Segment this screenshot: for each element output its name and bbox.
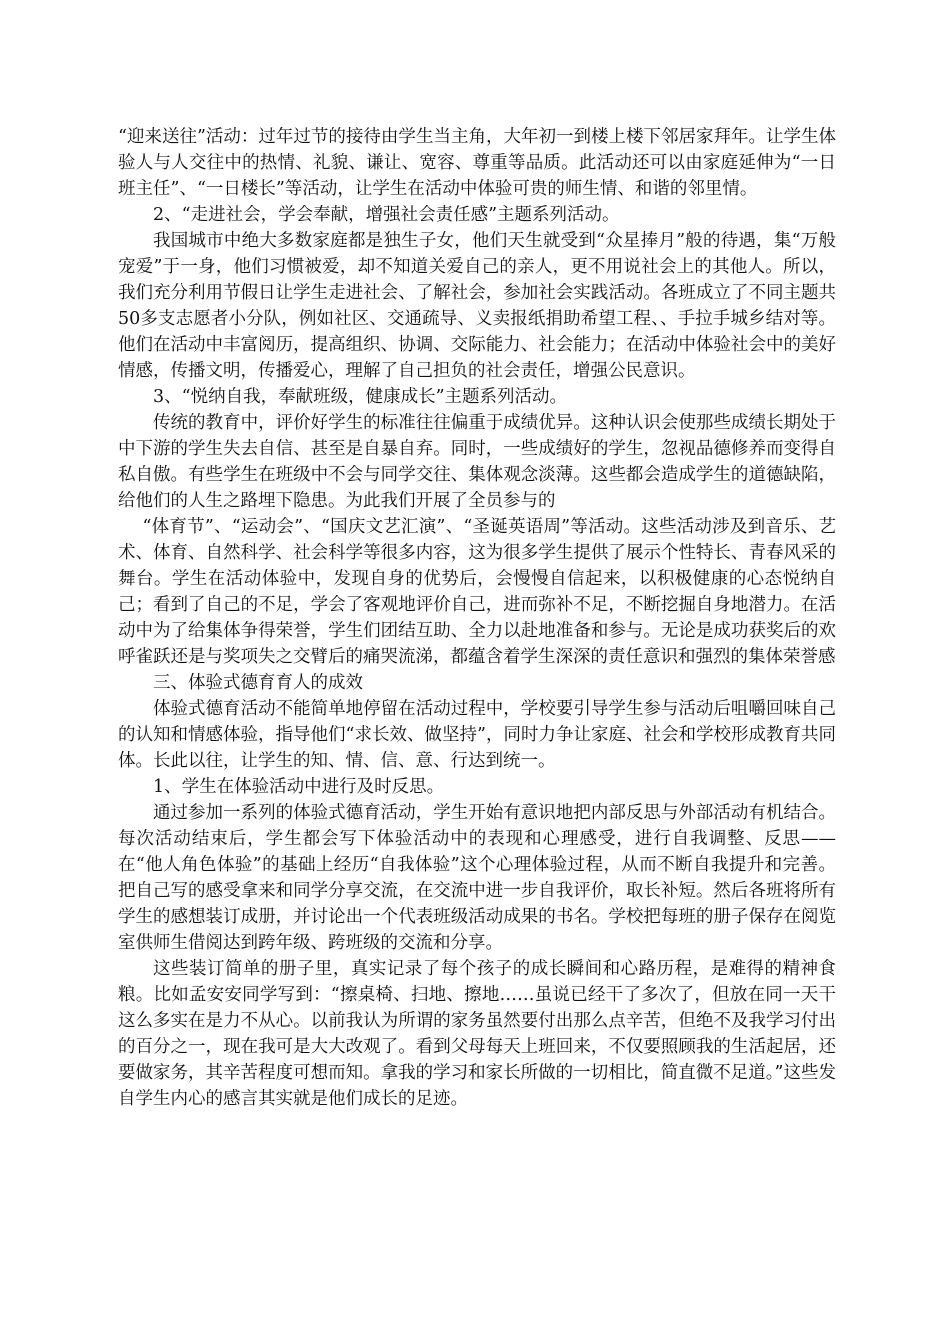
paragraph-reflection: 通过参加一系列的体验式德育活动，学生开始有意识地把内部反思与外部活动有机结合。每次活动结束后，学生都会写下体验活动中的表现和心理感受，进行自我调整、反思——在“他人角色体验”的基础上经历“自我体验”这个心理体验过程，从而不断自我提升和完善。把自己写的感受拿来和同学分享交流，在交流中进一步自我评价，取长补短。然后各班将所有学生的感想装订成册，并讨论出一个代表班级活动成果的书名。学校把每班的册子保存在阅览室供师生借阅达到跨年级、跨班级的交流和分享。	[118, 803, 836, 953]
heading-reflection: 1、学生在体验活动中进行及时反思。	[153, 777, 445, 797]
document-body	[118, 124, 836, 1112]
paragraph-visiting-activity: “迎来送往”活动：过年过节的接待由学生当主角，大年初一到楼上楼下邻居家拜年。让学生体验人与人交往中的热情、礼貌、谦让、宽容、尊重等品质。此活动还可以由家庭延伸为“一日班主任”、“一日楼长”等活动，让学生在活动中体验可贵的师生情、和谐的邻里情。	[118, 127, 836, 199]
paragraph-booklets: 这些装订简单的册子里，真实记录了每个孩子的成长瞬间和心路历程，是难得的精神食粮。比如孟安安同学写到：“擦桌椅、扫地、擦地……虽说已经干了多次了，但放在同一天干这么多实在是力不从心。以前我认为所谓的家务虽然要付出那么点辛苦，但绝不及我学习付出的百分之一，现在我可是大大改观了。看到父母每天上班回来，不仅要照顾我的生活起居，还要做家务，其辛苦程度可想而知。拿我的学习和家长所做的一切相比，简直微不足道。”这些发自学生内心的感言其实就是他们成长的足迹。	[118, 959, 836, 1109]
paragraph-traditional-education: 传统的教育中，评价好学生的标准往往偏重于成绩优异。这种认识会使那些成绩长期处于中下游的学生失去自信、甚至是自暴自弃。同时，一些成绩好的学生，忽视品德修养而变得自私自傲。有些学生在班级中不会与同学交往、集体观念淡薄。这些都会造成学生的道德缺陷，给他们的人生之路埋下隐患。为此我们开展了全员参与的	[118, 413, 836, 511]
heading-society-activity: 2、“走进社会，学会奉献，增强社会责任感”主题系列活动。	[153, 205, 620, 225]
section-heading-results: 三、体验式德育育人的成效	[153, 673, 363, 693]
paragraph-experiential-education: 体验式德育活动不能简单地停留在活动过程中，学校要引导学生参与活动后咀嚼回味自己的认知和情感体验，指导他们“求长效、做坚持”，同时力争让家庭、社会和学校形成教育共同体。长此以往，让学生的知、情、信、意、行达到统一。	[118, 699, 836, 771]
paragraph-sports-festival: “体育节”、“运动会”、“国庆文艺汇演”、“圣诞英语周”等活动。这些活动涉及到音乐、艺术、体育、自然科学、社会科学等很多内容，这为很多学生提供了展示个性特长、青春风采的舞台。学生在活动体验中，发现自身的优势后，会慢慢自信起来，以积极健康的心态悦纳自己；看到了自己的不足，学会了客观地评价自己，进而弥补不足，不断挖掘自身地潜力。在活动中为了给集体争得荣誉，学生们团结互助、全力以赴地准备和参与。无论是成功获奖后的欢呼雀跃还是与奖项失之交臂后的痛哭流涕，都蕴含着学生深深的责任意识和强烈的集体荣誉感	[118, 517, 836, 667]
paragraph-society: 我国城市中绝大多数家庭都是独生子女，他们天生就受到“众星捧月”般的待遇，集“万般宠爱”于一身，他们习惯被爱，却不知道关爱自己的亲人，更不用说社会上的其他人。所以，我们充分利用节假日让学生走进社会、了解社会，参加社会实践活动。各班成立了不同主题共50多支志愿者小分队，例如社区、交通疏导、义卖报纸捐助希望工程、、手拉手城乡结对等。他们在活动中丰富阅历，提高组织、协调、交际能力、社会能力；在活动中体验社会中的美好情感，传播文明，传播爱心，理解了自己担负的社会责任，增强公民意识。	[118, 231, 836, 381]
heading-self-acceptance-activity: 3、“悦纳自我，奉献班级，健康成长”主题系列活动。	[153, 387, 568, 407]
